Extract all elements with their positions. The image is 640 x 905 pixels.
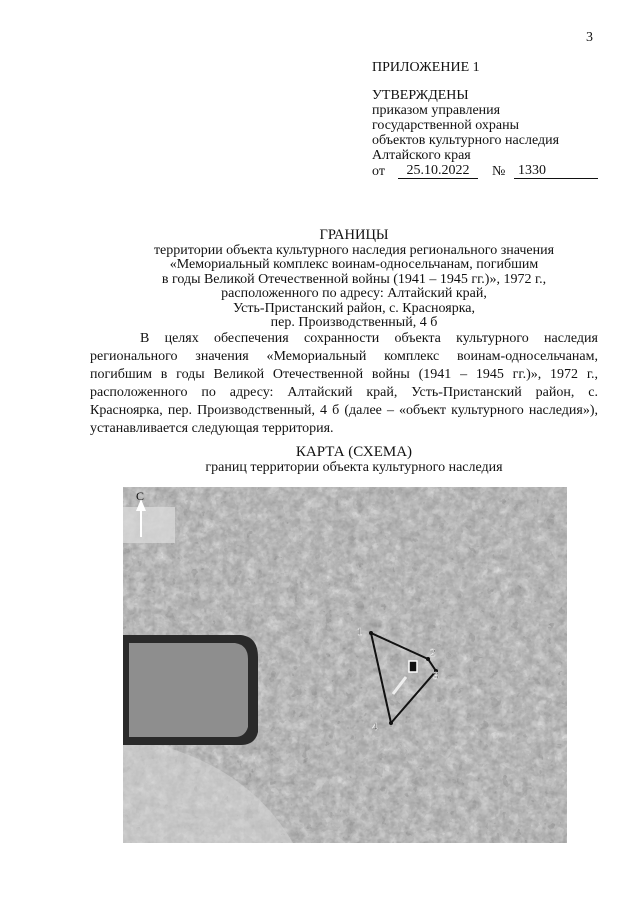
point-label-1: 1 [357, 626, 363, 638]
map-image [123, 487, 567, 843]
document-heading [90, 228, 618, 331]
heading-title: ГРАНИЦЫ [319, 227, 389, 243]
map-heading [90, 444, 618, 476]
point-label-4: 4 [372, 721, 378, 733]
heading-line: «Мемориальный комплекс воинам-односельчанам, погибшим [169, 257, 539, 272]
building-roof [129, 643, 248, 737]
number-label: № [492, 164, 506, 179]
boundary-point-marker [389, 721, 393, 725]
order-number: 1330 [514, 163, 598, 179]
monument-icon [409, 661, 417, 672]
approval-line: приказом управления [372, 103, 501, 118]
heading-line: пер. Производственный, 4 б [270, 315, 438, 330]
appendix-block [372, 60, 622, 179]
map-title: КАРТА (СХЕМА) [295, 444, 413, 460]
light-patch [123, 507, 175, 543]
approved-label: УТВЕРЖДЕНЫ [372, 88, 469, 103]
body-paragraph: В целях обеспечения сохранности объекта культурного наследия регионального значения «Мемориальный комплекс воинам-односельчанам, погибшим в годы Великой Отечественной войны (1941 – 1945 гг.)», 1972 г., расположенного по адресу: Алтайский край, Усть-Пристанский район, с. Красноярка, пер. Производственный, 4 б (далее – «объект культурного наследия»), устанавливается следующая территория. [90, 331, 598, 436]
heading-line: Усть-Пристанский район, с. Красноярка, [232, 300, 476, 316]
point-label-3: 3 [433, 670, 439, 682]
page-number: 3 [586, 30, 593, 45]
north-label: С [136, 489, 145, 503]
approval-line: государственной охраны [372, 118, 520, 133]
boundary-point-marker [369, 631, 373, 635]
satellite-map [123, 487, 567, 843]
appendix-title: ПРИЛОЖЕНИЕ 1 [372, 60, 480, 75]
approval-line: Алтайского края [372, 148, 471, 163]
order-line [372, 163, 622, 179]
heading-line: расположенного по адресу: Алтайский край, [221, 286, 487, 301]
date-label: от [372, 164, 385, 179]
map-subtitle: границ территории объекта культурного наследия [205, 460, 503, 475]
point-label-2: 2 [430, 647, 436, 659]
heading-line: в годы Великой Отечественной войны (1941 – 1945 гг.)», 1972 г., [161, 271, 547, 287]
heading-line: территории объекта культурного наследия регионального значения [153, 242, 555, 258]
order-date: 25.10.2022 [398, 163, 478, 179]
approval-line: объектов культурного наследия [372, 133, 560, 148]
